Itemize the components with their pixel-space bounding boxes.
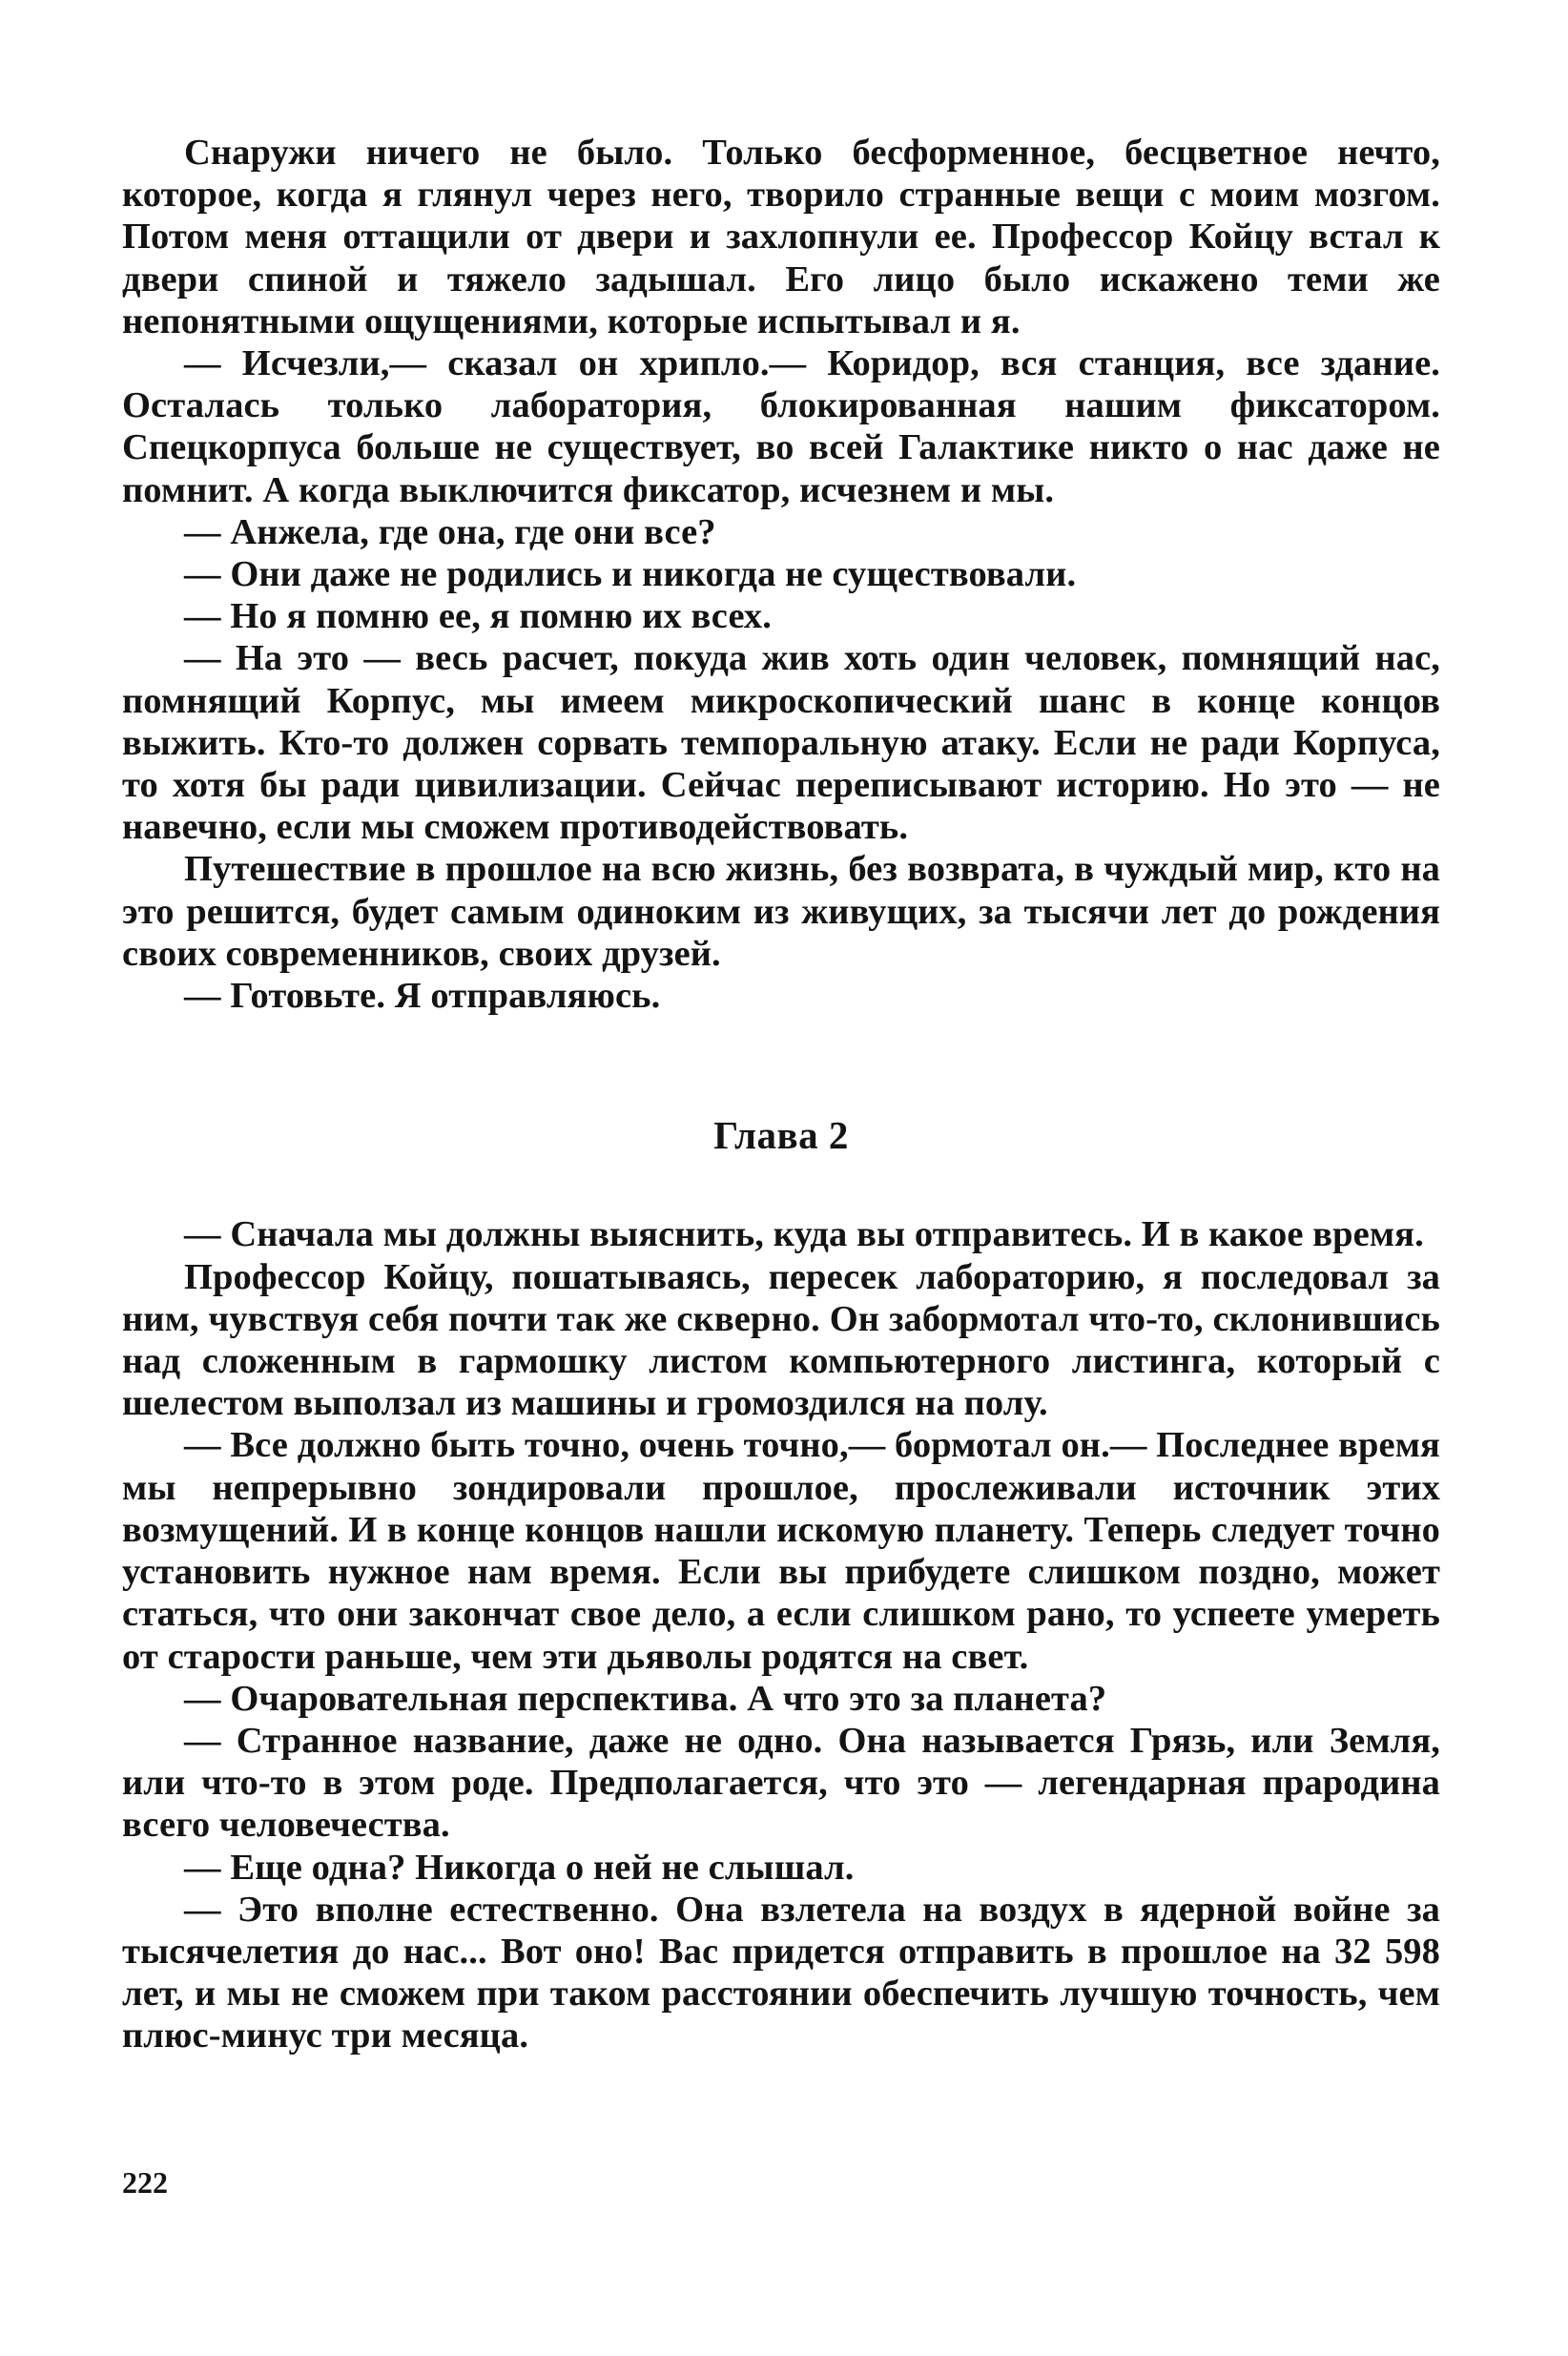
book-page bbox=[122, 132, 1440, 2057]
paragraph: Снаружи ничего не было. Только бесформенное, бесцветное нечто, которое, когда я глянул через него, творило странные вещи с моим мозгом. Потом меня оттащили от двери и захлопнули ее. Профессор Койцу встал к двери спиной и тяжело задышал. Его лицо было искажено теми же непонятными ощущениями, которые испытывал и я. bbox=[122, 133, 1440, 341]
paragraph: — Странное название, даже не одно. Она называется Грязь, или Земля, или что-то в этом роде. Предполагается, что это — легендарная прародина всего человечества. bbox=[122, 1720, 1440, 1846]
paragraph: — Готовьте. Я отправляюсь. bbox=[184, 976, 661, 1017]
page-number: 222 bbox=[122, 2165, 168, 2200]
section-2 bbox=[122, 1213, 1440, 2056]
paragraph: — Анжела, где она, где они все? bbox=[184, 511, 716, 552]
section-1 bbox=[122, 132, 1440, 1017]
paragraph: — Но я помню ее, я помню их всех. bbox=[184, 596, 772, 637]
chapter-heading: Глава 2 bbox=[713, 1113, 849, 1158]
paragraph: — Еще одна? Никогда о ней не слышал. bbox=[184, 1847, 855, 1888]
paragraph: Профессор Койцу, пошатываясь, пересек лабораторию, я последовал за ним, чувствуя себя почти так же скверно. Он забормотал что-то, склонившись над сложенным в гармошку листом компьютерного листинга, который с шелестом выползал из машины и громоздился на полу. bbox=[122, 1256, 1440, 1424]
paragraph: Путешествие в прошлое на всю жизнь, без возврата, в чуждый мир, кто на это решится, будет самым одиноким из живущих, за тысячи лет до рождения своих современников, своих друзей. bbox=[122, 849, 1440, 974]
paragraph: — Сначала мы должны выяснить, куда вы отправитесь. И в какое время. bbox=[184, 1214, 1424, 1255]
paragraph: — Все должно быть точно, очень точно,— бормотал он.— Последнее время мы непрерывно зондировали прошлое, прослеживали источник этих возмущений. И в конце концов нашли искомую планету. Теперь следует точно установить нужное нам время. Если вы прибудете слишком поздно, может статься, что они закончат свое дело, а если слишком рано, то успеете умереть от старости раньше, чем эти дьяволы родятся на свет. bbox=[122, 1425, 1440, 1677]
paragraph: — Исчезли,— сказал он хрипло.— Коридор, вся станция, все здание. Осталась только лаборатория, блокированная нашим фиксатором. Спецкорпуса больше не существует, во всей Галактике никто о нас даже не помнит. А когда выключится фиксатор, исчезнем и мы. bbox=[122, 343, 1440, 510]
paragraph: — На это — весь расчет, покуда жив хоть один человек, помнящий нас, помнящий Корпус, мы имеем микроскопический шанс в конце концов выжить. Кто-то должен сорвать темпоральную атаку. Если не ради Корпуса, то хотя бы ради цивилизации. Сейчас переписывают историю. Но это — не навечно, если мы сможем противодействовать. bbox=[122, 638, 1440, 848]
paragraph: — Они даже не родились и никогда не существовали. bbox=[184, 554, 1077, 595]
paragraph: — Это вполне естественно. Она взлетела на воздух в ядерной войне за тысячелетия до нас... Вот оно! Вас придется отправить в прошлое на 32 598 лет, и мы не сможем при таком расстоянии обеспечить лучшую точность, чем плюс-минус три месяца. bbox=[122, 1889, 1440, 2056]
paragraph: — Очаровательная перспектива. А что это за планета? bbox=[184, 1678, 1107, 1719]
